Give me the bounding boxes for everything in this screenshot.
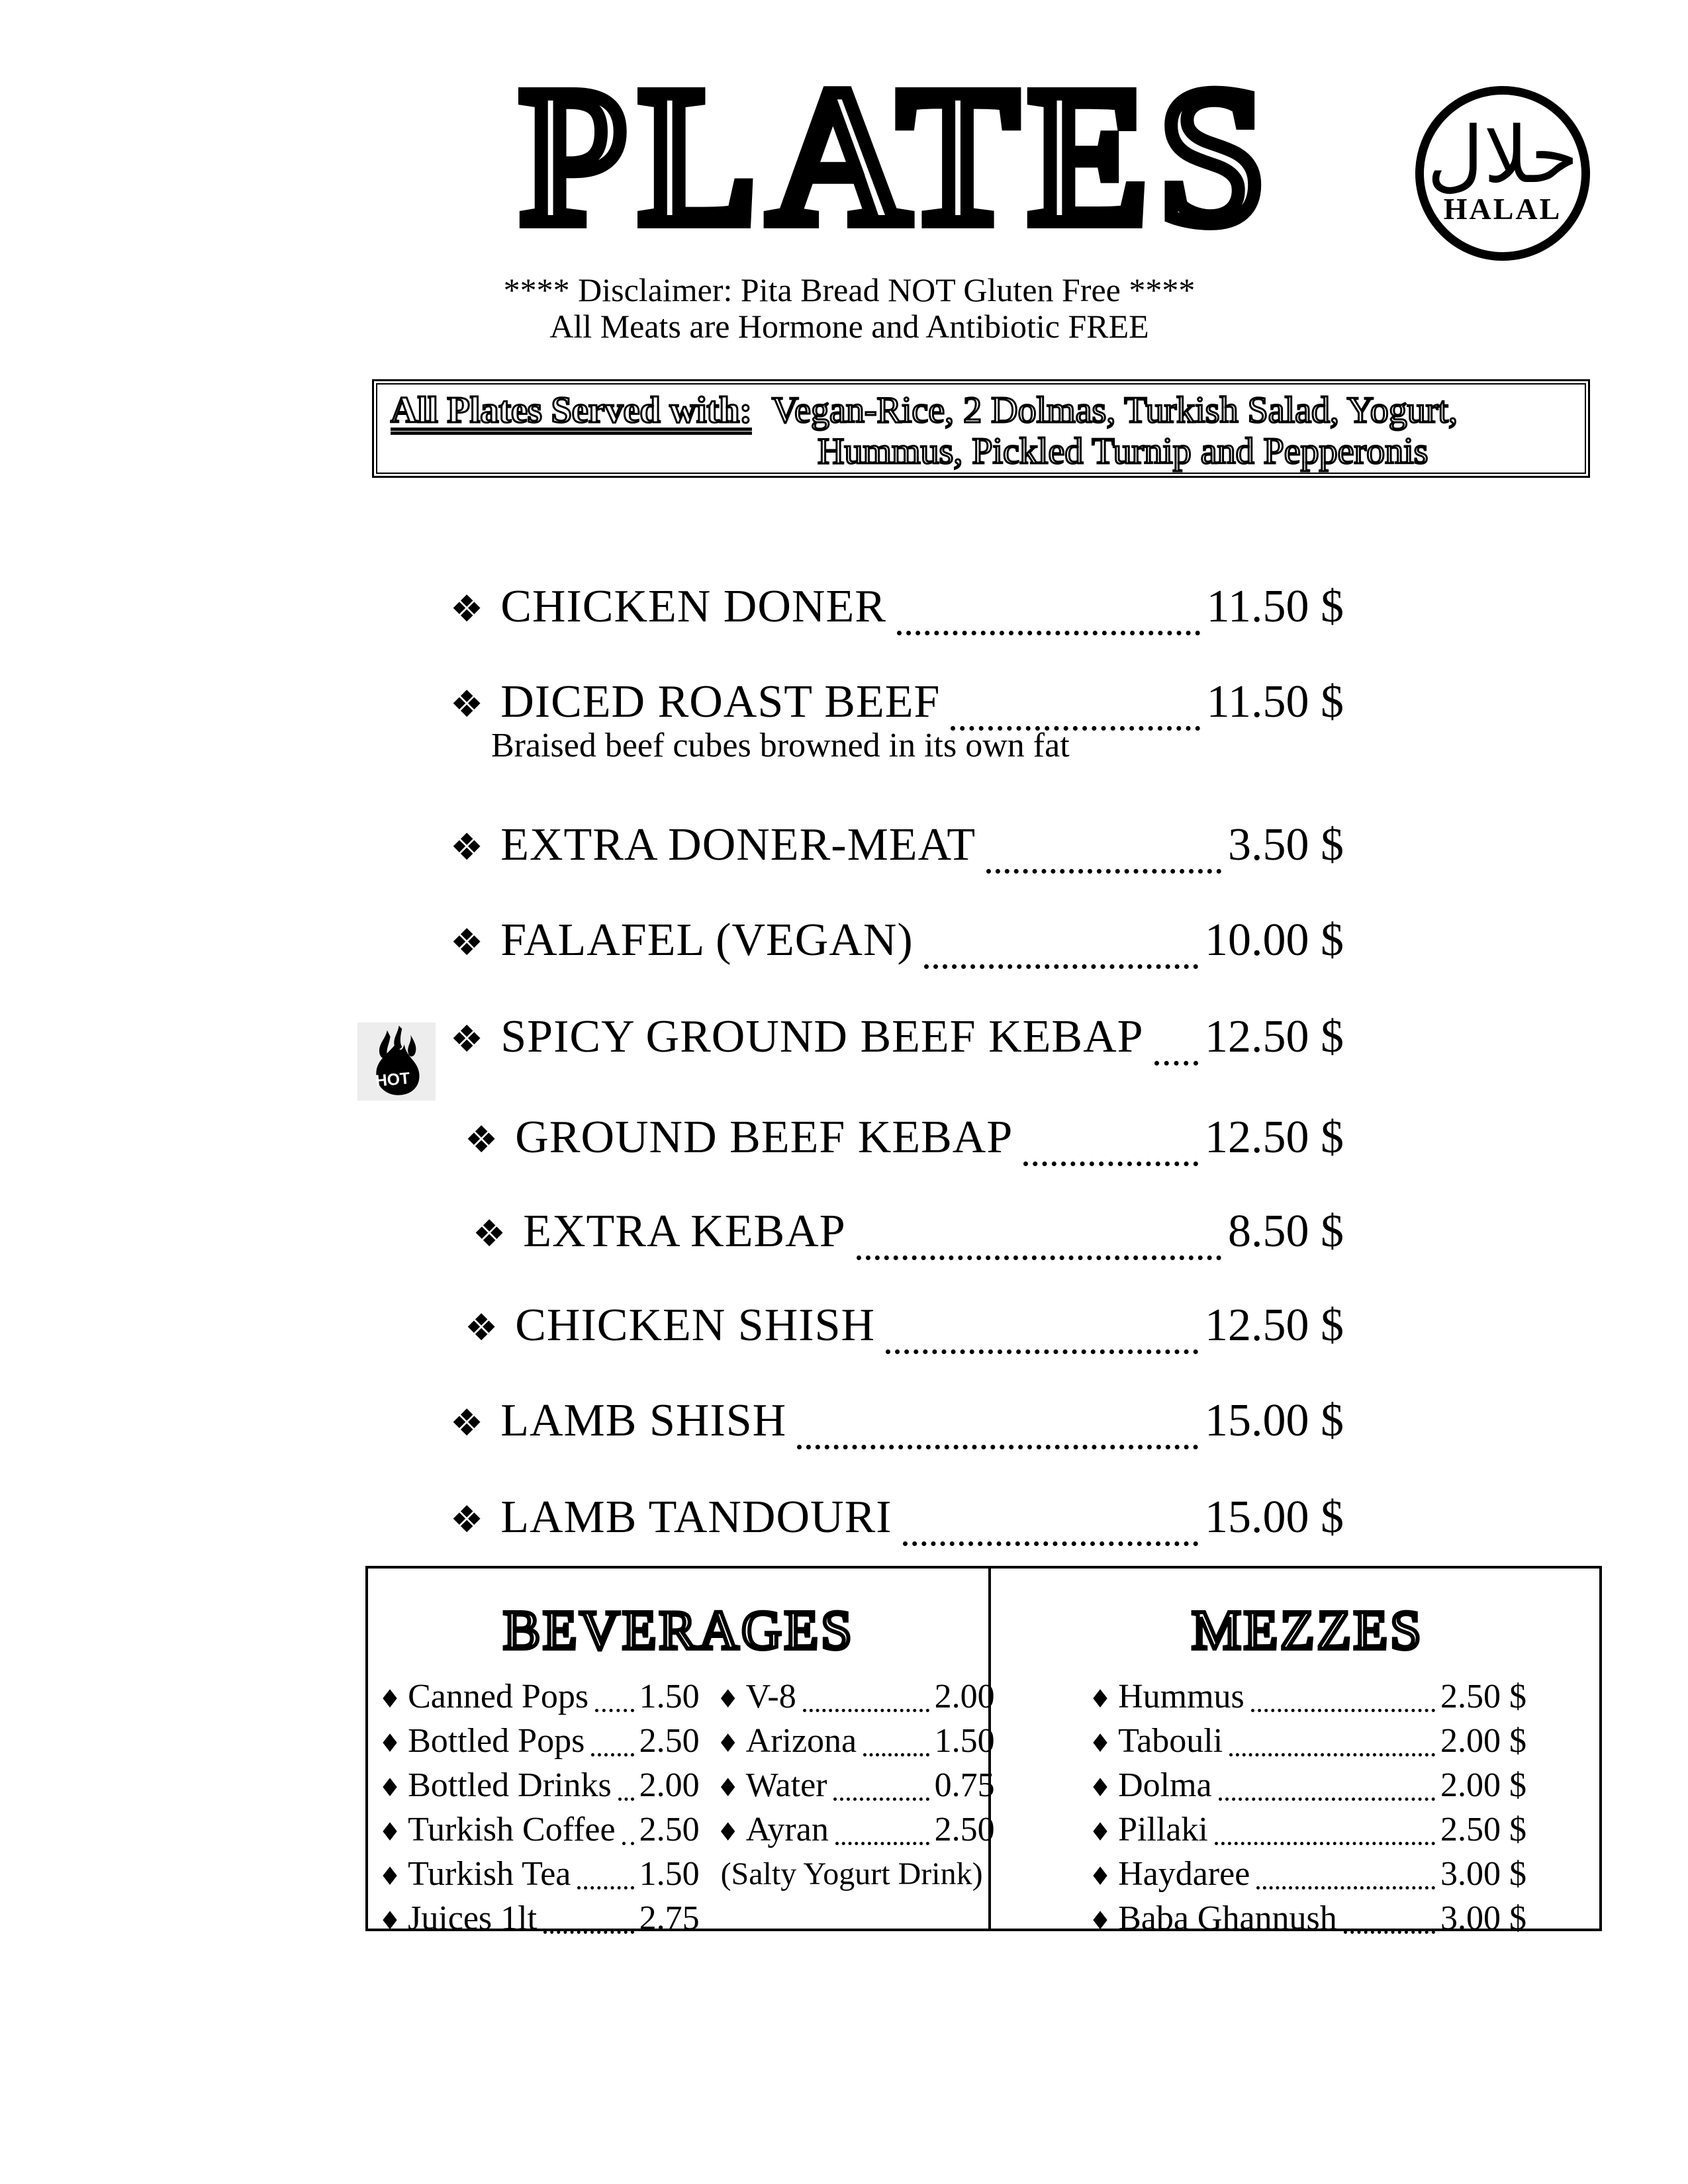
beverages-section xyxy=(368,1569,995,1937)
hot-label: HOT xyxy=(374,1069,411,1091)
diamond-bullet-icon: ♦ xyxy=(1089,1729,1112,1758)
beverage-price: 2.50 xyxy=(934,1811,995,1848)
dot-leader xyxy=(797,1445,1198,1449)
plate-row-lamb-shish xyxy=(450,1395,1344,1459)
beverage-item xyxy=(379,1853,700,1897)
mezze-name: Hummus xyxy=(1118,1678,1244,1715)
beverage-name: Bottled Drinks xyxy=(408,1766,612,1804)
mezze-name: Pillaki xyxy=(1118,1811,1208,1848)
beverage-name: Turkish Tea xyxy=(408,1855,571,1893)
plate-name: LAMB SHISH xyxy=(500,1395,787,1446)
dot-leader xyxy=(1215,1842,1435,1845)
beverage-price: 2.50 xyxy=(639,1811,700,1848)
beverage-item xyxy=(717,1720,995,1764)
beverage-name: Canned Pops xyxy=(408,1678,589,1715)
mezzes-title: MEZZES xyxy=(1192,1600,1424,1661)
beverage-name: Ayran xyxy=(745,1811,829,1848)
plate-name: GROUND BEEF KEBAP xyxy=(515,1112,1013,1163)
beverage-item xyxy=(379,1676,700,1720)
diamond-bullet-icon: ♦ xyxy=(1089,1862,1112,1891)
plate-name: LAMB TANDOURI xyxy=(500,1492,892,1543)
mezze-name: Haydaree xyxy=(1118,1855,1250,1893)
beverage-item xyxy=(717,1764,995,1809)
plate-row-ground-beef-kebap xyxy=(450,1112,1344,1175)
beverage-item xyxy=(717,1676,995,1720)
mezze-price: 2.50 $ xyxy=(1440,1678,1526,1715)
dot-leader xyxy=(803,1709,929,1712)
dot-leader xyxy=(1219,1797,1435,1801)
mezze-name: Dolma xyxy=(1118,1766,1212,1804)
plate-name: DICED ROAST BEEF xyxy=(500,676,941,727)
served-with-line-1 xyxy=(391,390,1578,431)
beverage-name: Arizona xyxy=(745,1722,857,1760)
plate-price: 8.50 $ xyxy=(1228,1206,1344,1257)
beverage-name: Bottled Pops xyxy=(408,1722,585,1760)
diamond-bullet-icon: ♦ xyxy=(379,1684,402,1713)
diamond-bullet-icon: ❖ xyxy=(450,826,484,869)
mezze-item xyxy=(1089,1897,1526,1942)
beverage-price: 2.75 xyxy=(639,1899,700,1937)
diamond-bullet-icon: ♦ xyxy=(716,1773,739,1802)
plate-price: 15.00 $ xyxy=(1205,1492,1344,1543)
diamond-bullet-icon: ❖ xyxy=(450,588,484,631)
dot-leader xyxy=(924,964,1198,969)
mezze-item xyxy=(1089,1809,1526,1853)
diamond-bullet-icon: ♦ xyxy=(1089,1773,1112,1802)
diamond-bullet-icon: ♦ xyxy=(716,1684,739,1713)
plate-price: 3.50 $ xyxy=(1228,819,1344,870)
beverage-item xyxy=(379,1764,700,1809)
plate-row-extra-doner-meat xyxy=(450,819,1344,883)
mezzes-section xyxy=(991,1569,1599,1937)
mezze-name: Tabouli xyxy=(1118,1722,1223,1760)
diamond-bullet-icon: ❖ xyxy=(465,1306,498,1349)
dot-leader xyxy=(863,1753,929,1756)
plate-price: 10.00 $ xyxy=(1205,915,1344,966)
diamond-bullet-icon: ♦ xyxy=(379,1729,402,1758)
plate-price: 12.50 $ xyxy=(1205,1112,1344,1163)
beverages-column-2 xyxy=(717,1676,995,1942)
mezze-price: 2.50 $ xyxy=(1440,1811,1526,1848)
plate-name: CHICKEN SHISH xyxy=(515,1300,876,1351)
diamond-bullet-icon: ❖ xyxy=(450,1498,484,1541)
beverage-name: V-8 xyxy=(745,1678,796,1715)
beverage-price: 1.50 xyxy=(934,1722,995,1760)
dot-leader xyxy=(595,1709,633,1712)
diamond-bullet-icon: ♦ xyxy=(379,1862,402,1891)
dot-leader xyxy=(1344,1931,1435,1934)
diamond-bullet-icon: ❖ xyxy=(450,683,484,726)
served-with-text xyxy=(376,383,1586,474)
served-with-box xyxy=(372,379,1590,478)
beverage-item xyxy=(379,1809,700,1853)
dot-leader xyxy=(897,631,1200,635)
beverage-name: Water xyxy=(745,1766,827,1804)
plate-name: EXTRA KEBAP xyxy=(523,1206,846,1257)
dot-leader xyxy=(543,1931,634,1934)
halal-label: HALAL xyxy=(1443,191,1562,226)
plate-price: 12.50 $ xyxy=(1205,1300,1344,1351)
plate-price: 11.50 $ xyxy=(1206,581,1344,632)
served-with-label: All Plates Served with: xyxy=(391,390,752,431)
dot-leader xyxy=(618,1797,634,1801)
beverage-item xyxy=(379,1897,700,1942)
dot-leader xyxy=(903,1541,1198,1546)
beverage-price: 1.50 xyxy=(639,1678,700,1715)
plate-row-falafel xyxy=(450,917,1344,978)
mezze-item xyxy=(1089,1764,1526,1809)
served-with-line-2: Hummus, Pickled Turnip and Pepperonis xyxy=(818,431,1429,472)
bottom-sections-box xyxy=(365,1566,1602,1937)
dot-leader xyxy=(1154,1061,1198,1066)
mezze-price: 3.00 $ xyxy=(1440,1899,1526,1937)
diamond-bullet-icon: ❖ xyxy=(450,921,484,964)
beverages-title: BEVERAGES xyxy=(503,1600,855,1661)
hot-flame-icon xyxy=(357,1023,436,1101)
plate-name: EXTRA DONER-MEAT xyxy=(500,819,976,870)
mezze-name: Baba Ghannush xyxy=(1118,1899,1337,1937)
beverage-name: Juices 1lt xyxy=(408,1899,538,1937)
dot-leader xyxy=(835,1842,929,1845)
diamond-bullet-icon: ♦ xyxy=(716,1817,739,1846)
diamond-bullet-icon: ♦ xyxy=(716,1729,739,1758)
plate-name: CHICKEN DONER xyxy=(500,581,886,632)
mezze-price: 3.00 $ xyxy=(1440,1855,1526,1893)
beverage-name: Turkish Coffee xyxy=(408,1811,616,1848)
plate-row-lamb-tandouri xyxy=(450,1494,1344,1555)
halal-badge xyxy=(1415,86,1590,261)
beverage-price: 0.75 xyxy=(934,1766,995,1804)
beverage-price: 2.00 xyxy=(934,1678,995,1715)
beverage-price: 1.50 xyxy=(639,1855,700,1893)
dot-leader xyxy=(1023,1161,1198,1166)
diamond-bullet-icon: ♦ xyxy=(379,1773,402,1802)
diamond-bullet-icon: ♦ xyxy=(1089,1817,1112,1846)
plate-price: 11.50 $ xyxy=(1206,676,1344,727)
plate-row-chicken-doner xyxy=(450,581,1344,645)
dot-leader xyxy=(622,1842,634,1845)
dot-leader xyxy=(886,1349,1198,1354)
diamond-bullet-icon: ♦ xyxy=(1089,1906,1112,1935)
beverages-columns xyxy=(379,1676,995,1942)
plate-row-extra-kebap xyxy=(450,1208,1344,1269)
mezze-item xyxy=(1089,1720,1526,1764)
mezze-price: 2.00 $ xyxy=(1440,1722,1526,1760)
dot-leader xyxy=(1251,1709,1435,1712)
dot-leader xyxy=(857,1255,1221,1260)
ayran-note: (Salty Yogurt Drink) xyxy=(720,1856,983,1891)
mezze-item xyxy=(1089,1676,1526,1720)
disclaimer-line-2: All Meats are Hormone and Antibiotic FREE xyxy=(549,308,1149,345)
beverages-column-1 xyxy=(379,1676,700,1942)
plate-price: 15.00 $ xyxy=(1205,1395,1344,1446)
dot-leader xyxy=(1229,1753,1435,1756)
beverage-item xyxy=(717,1809,995,1853)
diamond-bullet-icon: ♦ xyxy=(379,1906,402,1935)
halal-arabic-calligraphy: حلال xyxy=(1427,109,1579,201)
plate-description: Braised beef cubes browned in its own fat xyxy=(491,727,1070,764)
dot-leader xyxy=(986,869,1221,874)
dot-leader xyxy=(577,1886,633,1889)
diamond-bullet-icon: ♦ xyxy=(379,1817,402,1846)
beverage-price: 2.00 xyxy=(639,1766,700,1804)
served-with-items-1: Vegan-Rice, 2 Dolmas, Turkish Salad, Yogurt, xyxy=(771,390,1458,431)
mezze-price: 2.00 $ xyxy=(1440,1766,1526,1804)
page-title: PLATES xyxy=(519,48,1278,264)
disclaimer-line-1: **** Disclaimer: Pita Bread NOT Gluten Free **** xyxy=(503,271,1196,308)
diamond-bullet-icon: ❖ xyxy=(473,1212,506,1255)
diamond-bullet-icon: ♦ xyxy=(1089,1684,1112,1713)
diamond-bullet-icon: ❖ xyxy=(465,1118,498,1161)
dot-leader xyxy=(833,1797,929,1801)
beverage-item xyxy=(379,1720,700,1764)
dot-leader xyxy=(1256,1886,1435,1889)
mezzes-list xyxy=(1089,1676,1526,1942)
dot-leader xyxy=(591,1753,633,1756)
mezze-item xyxy=(1089,1853,1526,1897)
diamond-bullet-icon: ❖ xyxy=(450,1402,484,1445)
plate-price: 12.50 $ xyxy=(1205,1011,1344,1062)
plate-name: SPICY GROUND BEEF KEBAP xyxy=(500,1011,1144,1062)
diamond-bullet-icon: ❖ xyxy=(450,1018,484,1061)
beverage-price: 2.50 xyxy=(639,1722,700,1760)
plate-row-chicken-shish xyxy=(450,1302,1344,1363)
plate-row-spicy-ground-beef-kebap xyxy=(450,1011,1344,1075)
plate-name: FALAFEL (VEGAN) xyxy=(500,915,914,966)
